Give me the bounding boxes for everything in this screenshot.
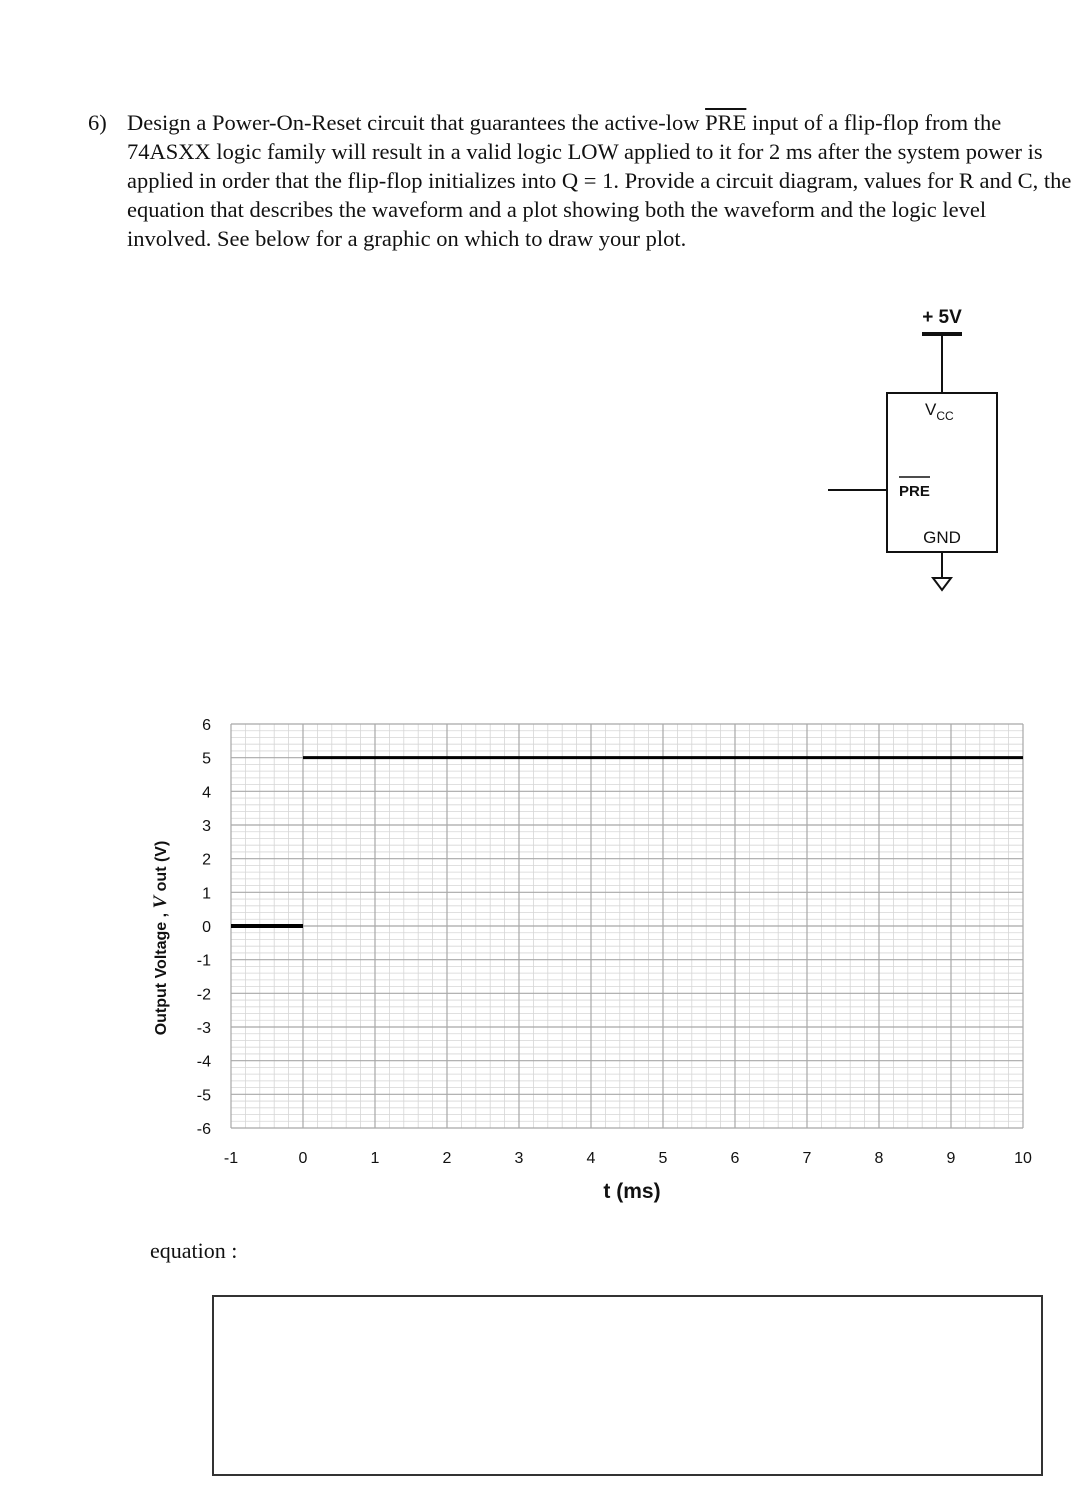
x-axis-ticks: [224, 1150, 1032, 1167]
x-tick-label: -1: [223, 1150, 239, 1167]
gnd-label: GND: [923, 528, 961, 547]
x-tick-label: 5: [658, 1150, 668, 1167]
y-tick-label: 6: [202, 717, 211, 734]
x-tick-label: 2: [442, 1150, 452, 1167]
y-axis-ticks: [197, 717, 211, 1138]
data-series: [231, 758, 1023, 926]
x-tick-label: 9: [946, 1150, 956, 1167]
x-tick-label: 1: [370, 1150, 380, 1167]
x-axis-label: t (ms): [603, 1180, 661, 1203]
x-tick-label: 10: [1014, 1150, 1032, 1167]
y-tick-label: 5: [202, 750, 211, 768]
y-axis-label: [150, 841, 171, 1036]
y-tick-label: -5: [196, 1087, 211, 1105]
pre-overline-text: $\overline{PRE}$: [705, 110, 747, 135]
equation-answer-box[interactable]: [212, 1295, 1043, 1476]
y-tick-label: -6: [196, 1121, 211, 1138]
x-tick-label: 0: [298, 1150, 308, 1167]
y-tick-label: 0: [202, 919, 211, 936]
equation-label: equation :: [150, 1238, 238, 1263]
y-tick-label: -3: [196, 1020, 211, 1037]
x-tick-label: 7: [802, 1150, 812, 1167]
x-tick-label: 4: [586, 1150, 596, 1167]
supply-label: + 5V: [922, 307, 962, 328]
y-axis-label-prefix: Output Voltage ,: [153, 908, 170, 1036]
y-tick-label: -4: [196, 1053, 211, 1071]
y-tick-label: -2: [196, 986, 211, 1004]
x-tick-label: 8: [874, 1150, 884, 1167]
vcc-main: V: [925, 400, 937, 419]
y-axis-label-var: V: [150, 895, 171, 909]
question-number: 6): [88, 110, 107, 135]
question-text-part-1: Design a Power-On-Reset circuit that guarantees the active-low: [127, 110, 706, 135]
pre-pin-label: PRE: [899, 483, 930, 500]
x-tick-label: 6: [730, 1150, 740, 1167]
x-tick-label: 3: [514, 1150, 524, 1167]
question-text-part-2: input of a flip-flop from the 74ASXX logic family will result in a valid logic LOW applied to it for 2 ms after the system power is applied in order that the flip-flop initializes into Q = 1. Provide a circuit diagram, values for R and C, the equation that describes the waveform and a plot showing both the waveform and the logic level involved. See below for a graphic on which to draw your plot.: [127, 110, 1072, 251]
y-tick-label: 3: [202, 818, 211, 835]
y-tick-label: 2: [202, 851, 211, 869]
y-axis-label-suffix: out (V): [153, 840, 170, 896]
y-tick-label: 1: [202, 885, 211, 903]
vcc-subscript: CC: [936, 409, 954, 423]
y-tick-label: 4: [202, 784, 211, 802]
y-tick-label: -1: [196, 952, 211, 970]
